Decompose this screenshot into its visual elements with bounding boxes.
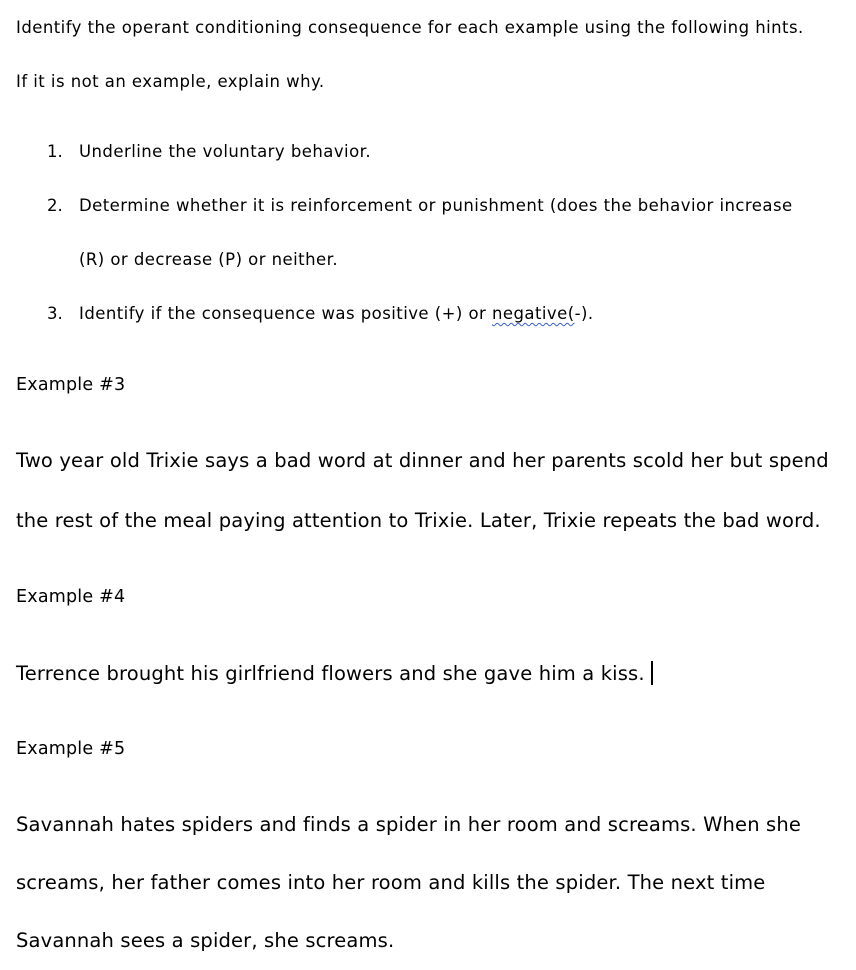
example-5-heading: Example #5 (16, 739, 126, 759)
instructions-line-1: Identify the operant conditioning consequence for each example using the following hints. (16, 18, 804, 37)
example-5-line-1: Savannah hates spiders and finds a spider in her room and screams. When she (16, 813, 802, 836)
hint-text-2: Determine whether it is reinforcement or punishment (does the behavior increase (79, 196, 793, 215)
hint-text-2-continued: (R) or decrease (P) or neither. (79, 250, 339, 269)
spellcheck-flagged-word[interactable]: negative( (491, 304, 575, 323)
hint-number-2: 2. (47, 196, 63, 215)
example-5-line-3: Savannah sees a spider, she screams. (16, 929, 395, 952)
example-4-line-1 (16, 661, 653, 685)
hint-text-3-after: -). (574, 304, 594, 323)
hint-text-3-before: Identify if the consequence was positive (+) or (79, 304, 492, 323)
example-3-heading: Example #3 (16, 375, 126, 395)
hint-number-1: 1. (47, 142, 63, 161)
hint-text-3 (79, 303, 594, 325)
hint-number-3: 3. (47, 304, 63, 323)
example-4-heading: Example #4 (16, 587, 126, 607)
example-3-line-2: the rest of the meal paying attention to Trixie. Later, Trixie repeats the bad word. (16, 509, 821, 532)
hint-text-1: Underline the voluntary behavior. (79, 142, 372, 161)
example-3-line-1: Two year old Trixie says a bad word at dinner and her parents scold her but spend (16, 449, 829, 472)
instructions-line-2: If it is not an example, explain why. (16, 72, 325, 91)
example-4-text: Terrence brought his girlfriend flowers and she gave him a kiss. (16, 662, 645, 685)
example-5-line-2: screams, her father comes into her room and kills the spider. The next time (16, 871, 766, 894)
text-cursor (651, 661, 653, 685)
